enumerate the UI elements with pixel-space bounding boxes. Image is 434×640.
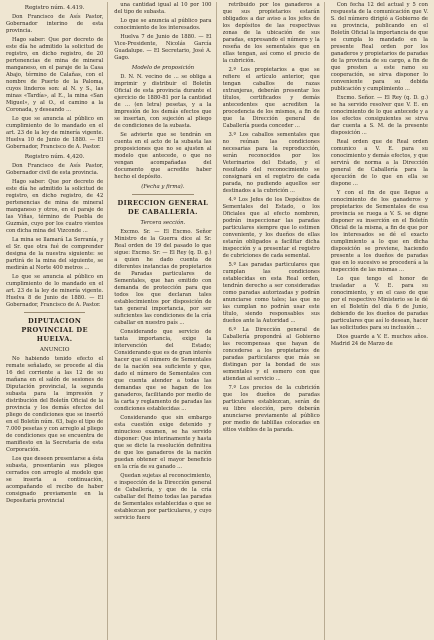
column-2 — [114, 2, 216, 640]
paragraph: Los que deseen presentarse a ésta subasta, presentarán sus pliegos cerrados con arreglo al modelo que se inserta a continuación, acompañando el recibo de haber consignado previamente en la Depositaría provincial — [6, 456, 104, 504]
paragraph: Se advierte que se tendrán en cuenta en el acto de la subasta las proposiciones que no se ajusten al modelo que antecede, o que no vengan acompañadas del documento que acredite haber hecho el depósito. — [114, 132, 212, 180]
paragraph: Quedan sujetas al reconocimiento, e inspección de la Dirección general de Caballería, y que de la cría caballar del Reino todas las paradas de Sementales establecidas o que se establezcan por particulares, y cuyo servicio fuere — [114, 473, 212, 521]
section-subheading: ANUNCIO — [39, 347, 70, 353]
section-subheading: Tercera sección. — [140, 220, 186, 226]
paragraph: Lo que se anuncia al público en cumplimiento de lo mandado en el art. 23 de la ley de minería vigente. Huelva 8 de Junio de 1880. — El Gobernador, Francisco de A. Pastor. — [6, 274, 104, 308]
registry-number-1: Registro núm. 4.419. — [24, 5, 85, 11]
paragraph: Y con el fin de que llegue a conocimiento de los ganaderos y propietarios de Sementales de esa provincia se ruega a V. S. se digne disponer su inserción en el Boletín Oficial de la misma, a fin de que por los interesados se dé el exacto cumplimiento a lo que en dicha disposición se previene, haciendo presente a los dueños de paradas que en lo sucesivo se procederá a la inspección de las mismas ... — [330, 190, 428, 273]
paragraph: Real orden que de Real orden comunico a V. E. para su conocimiento y demás efectos, y que servirá de norma a la Dirección general de Caballería para la ejecución de lo que en ella se dispone ... — [330, 139, 428, 187]
paragraph: 3.º Los caballos sementales que no reúnan las condiciones necesarias para la reproducción, serán reconocidos por los Veterinarios del Estado, y el resultado del reconocimiento se consignará en el registro de cada parada, no pudiendo aquellos ser destinados a la cubrición ... — [222, 132, 320, 194]
paragraph: 4.º Los Jefes de los Depósitos de Sementales del Estado, o los Oficiales que al efecto nombren, podrán inspeccionar las paradas particulares siempre que lo estimen conveniente, y los dueños de ellas estarán obligados a facilitar dicha inspección y a presentar el registro de cubriciones de cada semental. — [222, 197, 320, 259]
paragraph: retribuido por los ganaderos a que sus propietarios estarán obligados a dar aviso a los jefes de los depósitos de las respectivas zonas de la ubicación de sus paradas, expresando el número y la reseña de los sementales que en ellas tengan, así como el precio de la cubrición. — [222, 2, 320, 64]
paragraph: No habiendo tenido efecto el remate señalado, se procede al día 16 del corriente a las 12 de su mañana en el salón de sesiones de Diputación provincial, la segunda subasta para la impresión y distribución del Boletín Oficial de la provincia y los demás efectos del pliego de condiciones que se insertó en el Boletín núm. 63, bajo el tipo de 7.000 pesetas y con arreglo al pliego de condiciones que se encuentra de manifiesto en la Secretaría de esta Corporación. — [6, 356, 104, 453]
column-1 — [6, 2, 108, 640]
paragraph: Hago saber: Que por decreto de este día he admitido la solicitud de registro, en dicho registro, de 20 pertenencias de mina de mineral manganeso, en el paraje de la Casa Abajo, término de Calañas, con el nombre de Puerto de la Paloma, cuyos linderos son: al N. y S., las minas «Tardía», al E., la mina «San Miguel», y al O., el camino a la Coronada, y deseando ... — [6, 37, 104, 113]
model-title: Modelo de proposición — [131, 65, 195, 71]
column-fade — [114, 632, 215, 640]
column-4 — [331, 2, 428, 640]
paragraph: una cantidad igual al 10 por 100 del tipo de subasta. — [114, 2, 212, 15]
paragraph: Excmo. Sr. — El Excmo. Señor Ministro de la Guerra dice al Sr. Real orden de 19 del pasado lo que sigue: Excmo. Sr: — El Rey (q. D. g.) a quien he dado cuenta de diferentes instancias de propietarios de Paradas particulares de Sementales, que han emitido con demanda de protección para que todos los que declaran tales establecimientos por disposición de tan general importancia, por ser suficientes las condiciones de la cría caballar en nuestro país ... — [114, 229, 212, 326]
paragraph: 5.º Las paradas particulares que cumplan las condiciones establecidas en esta Real orden, tendrán derecho a ser consideradas como paradas autorizadas y podrán anunciarse como tales; las que no las cumplan no podrán usar este título, siendo responsables sus dueños ante la Autoridad ... — [222, 262, 320, 324]
section-heading: DIPUTACION PROVINCIAL DE HUELVA. — [21, 317, 88, 343]
column-fade — [331, 632, 428, 640]
divider — [132, 194, 193, 195]
paragraph: Dios guarde a V. E. muchos años. Madrid 24 de Marzo de — [330, 334, 428, 347]
paragraph: Lo que se anuncia al público para conocimiento de los interesados. — [114, 18, 212, 31]
paragraph: Don Francisco de Asís Pastor, Gobernador civil de esta provincia. — [6, 163, 104, 176]
paragraph: Hago saber: Que por decreto de este día he admitido la solicitud de registro, en dicho registro, de 42 pertenencias de mina de mineral manganeso y otros, en el paraje de las Viñas, término de Puebla de Guzmán, cuyo por los cuatro vientos con dicha mina del Vizconde ... — [6, 179, 104, 234]
paragraph: Huelva 7 de Junio de 1880. — El Vice-Presidente, Nicolás García Guadalupe. — El Secretario, José A. Gago. — [114, 34, 212, 61]
registry-number-2: Registro núm. 4,420. — [24, 154, 85, 160]
paragraph: 7.º Los precios de la cubrición que los dueños de paradas particulares establezcan, serán de su libre elección, pero deberán anunciarse previamente al público por medio de tablillas colocadas en sitios visibles de la parada. — [222, 385, 320, 433]
paragraph: Don Francisco de Asís Pastor, Gobernador interino de esta provincia. — [6, 14, 104, 34]
paragraph: Lo que tengo el honor de trasladar a V. E. para su conocimiento, y en el caso de que por el respectivo Ministerio se le dé en el Boletín del día 6 de Junio, debiendo de los dueños de paradas particulares que así lo desean, hacer las solicitudes para su inclusión ... — [330, 276, 428, 331]
paragraph: Excmo. Señor. — El Rey (q. D. g.) se ha servido resolver que V. E. en conocimiento de lo que antecede y a los efectos consiguientes se sirva dar cuenta a S. M. de la presente disposición ... — [330, 95, 428, 136]
paragraph: 2.º Los propietarios a que se refiere el artículo anterior, que tengan caballos de razas extranjeras, deberán presentar los títulos, certificados y demás antecedentes que acrediten la procedencia de los mismos, a fin de que la Dirección general de Caballería pueda conceder ... — [222, 67, 320, 129]
paragraph: D. N. N. vecino de ... se obliga a imprimir y distribuir el Boletín Oficial de esta provincia durante el ejercicio de 1880-81 por la cantidad de ... (en letra) pesetas, y a la impresión de los demás efectos que se insertan, con sujeción al pliego de condiciones de la subasta. — [114, 74, 212, 129]
column-3 — [223, 2, 325, 640]
paragraph: 6.º La Dirección general de Caballería propondrá al Gobierno las recompensas que hayan de concederse a los propietarios de paradas particulares que más se distingan por la bondad de sus sementales y el esmero con que atiendan al servicio ... — [222, 327, 320, 382]
paragraph: Considerando que sin embargo esta cuestión exige detenido y minucioso examen, se ha servido disponer: Que interinamente y hasta que se dicte la resolución definitiva de que los ganaderos de la nación puedan obtener el mayor beneficio en la cría de su ganado ... — [114, 415, 212, 470]
column-fade — [6, 632, 107, 640]
date-and-signature: (Fecha y firma). — [141, 184, 185, 190]
column-layout — [6, 2, 428, 640]
paragraph: Lo que se anuncia al público en cumplimiento de lo mandado en el art. 23 de la ley de minería vigente. Huelva 10 de Junio de 1880. — El Gobernador, Francisco de A. Pastor. — [6, 116, 104, 150]
paragraph: La mina se llamará La Serranía, y el Sr. que otra fué de comprender designa de la nuestra siguiente: se partirá de la mina del siguiente, se medirán al Norte 400 metros ... — [6, 237, 104, 271]
divider — [24, 312, 85, 313]
paragraph: Con fecha 12 del actual y 5 con respuesta de la comunicación que V. S. del número dirigió a Gobierno de su provincia, publicando en el Boletín Oficial la importancia de que se cumpla lo mandado en la presente Real orden por los ganaderos y propietarios de paradas de la provincia de su cargo, a fin de que presten a este ramo su cooperación, se sirva disponer lo conveniente para su debida publicación y cumplimiento ... — [330, 2, 428, 92]
column-fade — [223, 632, 324, 640]
section-heading: DIRECCION GENERAL DE CABALLERÍA. — [117, 199, 209, 216]
paragraph: Considerando que servicio de tanta importancia, exige la intervención del Estado; Considerando que es de gran interés hacer que el número de Sementales de la nación sea suficiente y que, dado el número de Sementales con que cuenta atender a todas las demandas que se hagan de los ganaderos, facilitando por medio de la carta y reglamento de paradas las condiciones establecidas ... — [114, 329, 212, 412]
